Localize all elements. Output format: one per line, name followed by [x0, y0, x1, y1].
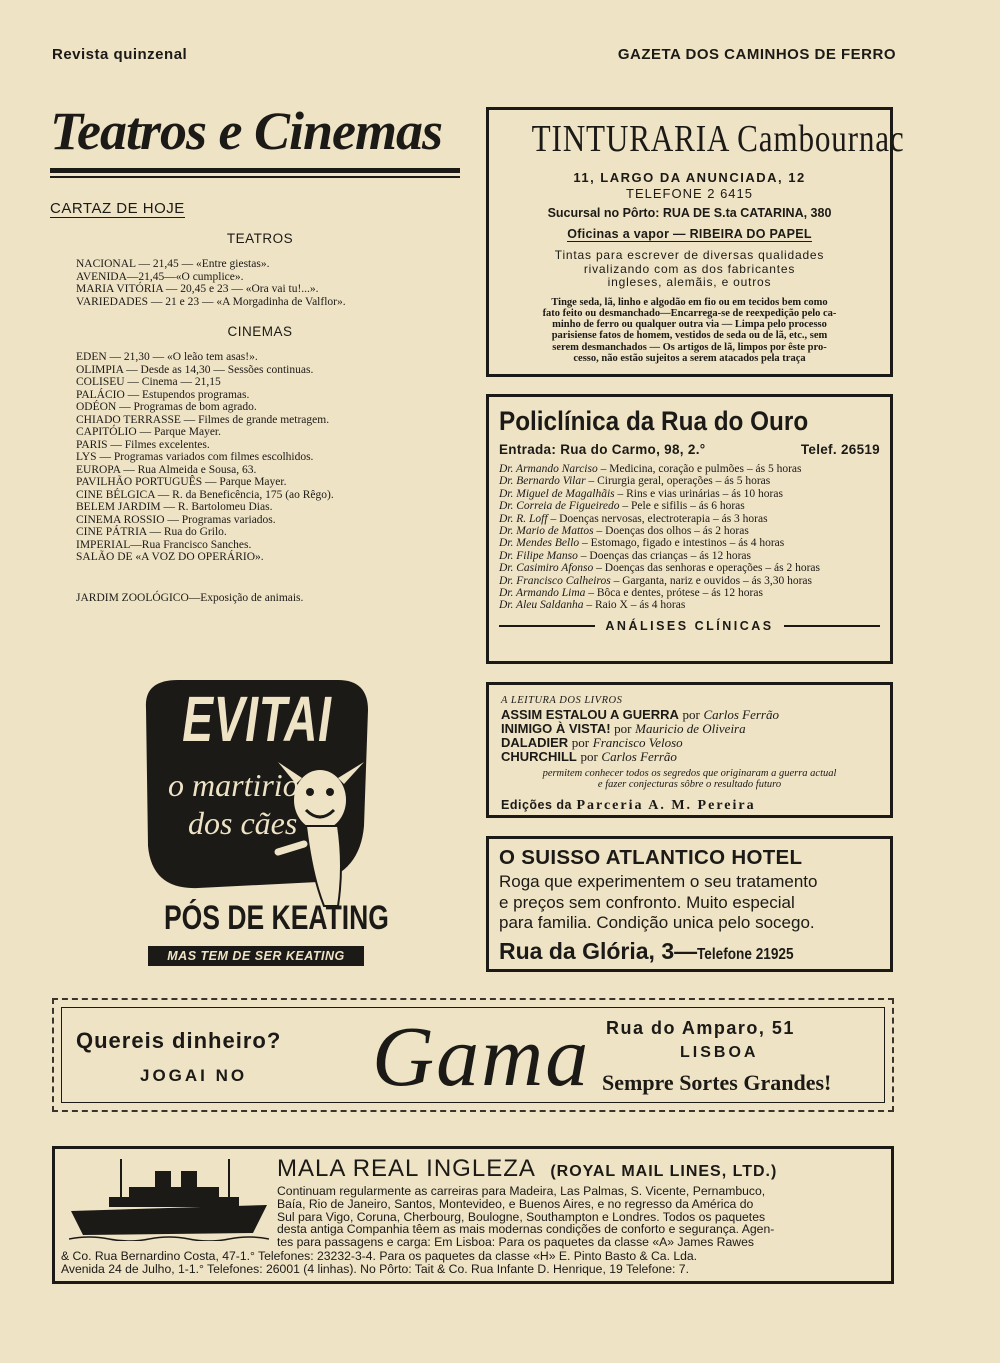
book-por: por — [682, 707, 700, 722]
zoo-item: JARDIM ZOOLÓGICO—Exposição de animais. — [76, 591, 304, 604]
doctor-row — [499, 525, 880, 537]
doctor-row — [499, 562, 880, 574]
hotel-title: O SUISSO ATLANTICO HOTEL — [499, 846, 803, 869]
title-rule-thin — [50, 176, 460, 178]
doctor-row — [499, 575, 880, 587]
book-por: por — [580, 749, 598, 764]
analises-label: ANÁLISES CLÍNICAS — [605, 618, 774, 633]
doctor-name: Dr. Francisco Calheiros — [499, 574, 611, 587]
policlinica-entrada: Entrada: Rua do Carmo, 98, 2.° — [499, 442, 706, 457]
policlinica-footer — [499, 619, 880, 633]
cinema-item: CINEMA ROSSIO — Programas variados. — [76, 513, 276, 526]
keating-tagline: MAS TEM DE SER KEATING — [148, 946, 364, 966]
doctor-specialty: – Cirurgia geral, operações – ás 5 horas — [588, 475, 771, 488]
mala-line: & Co. Rua Bernardino Costa, 47-1.° Telefones: 23232-3-4. Para os paquetes da classe «H» E. Pinto Basto & Ca. Lda. — [61, 1249, 698, 1263]
cinema-item: EUROPA — Rua Almeida e Sousa, 63. — [76, 463, 257, 476]
running-header-right: GAZETA DOS CAMINHOS DE FERRO — [617, 46, 896, 63]
doctor-specialty: – Estomago, figado e intestinos – ás 4 horas — [582, 537, 785, 550]
evitai-line2: dos cães — [188, 805, 298, 841]
gama-left2: JOGAI NO — [140, 1066, 248, 1085]
cinemas-heading: CINEMAS — [227, 324, 293, 339]
doctor-row — [499, 500, 880, 512]
policlinica-title: Policlínica da Rua do Ouro — [499, 406, 809, 436]
cartaz-heading — [50, 200, 460, 217]
book-author: Carlos Ferrão — [703, 707, 779, 722]
running-header-left: Revista quinzenal — [52, 46, 188, 63]
hotel-dash: — — [674, 937, 698, 964]
tinturaria-oficinas — [497, 227, 882, 241]
hotel-address: Rua da Glória, 3 — [499, 937, 675, 964]
tinge-line: minho de ferro ou qualquer outra via — Limpa pelo processo — [552, 319, 827, 331]
book-por: por — [571, 735, 590, 750]
doctor-name: Dr. Armando Lima — [499, 587, 586, 600]
cinema-item: PALÁCIO — Estupendos programas. — [76, 388, 250, 401]
tinge-line: fato feito ou desmanchado—Encarrega-se de reexpedição pelo ca- — [542, 307, 837, 319]
book-title: DALADIER — [501, 735, 569, 750]
doctor-specialty: – Medicina, coração e pulmões – ás 5 horas — [600, 463, 802, 475]
book-por: por — [614, 721, 632, 736]
doctor-row — [499, 599, 880, 611]
hotel-line: Roga que experimentem o seu tratamento — [499, 872, 818, 891]
title-rule-thick — [50, 168, 460, 173]
cinema-item: CAPITÓLIO — Parque Mayer. — [76, 426, 222, 438]
cinema-item: BELEM JARDIM — R. Bartolomeu Dias. — [76, 501, 273, 513]
doctor-name: Dr. Aleu Saldanha — [499, 599, 584, 612]
cinemas-list — [50, 351, 460, 564]
mala-line: tes para passagens e carga: Em Lisboa: Para os paquetes da classe «A» James Rawes — [277, 1235, 754, 1250]
book-author: Carlos Ferrão — [601, 749, 677, 764]
book-row — [501, 708, 878, 722]
gama-left1: Quereis dinheiro? — [76, 1028, 282, 1053]
policlinica-entrada-row — [499, 442, 880, 457]
gama-right3: Sempre Sortes Grandes! — [602, 1070, 832, 1095]
doctor-list — [499, 463, 880, 612]
cinema-item: ODÉON — Programas de bom agrado. — [76, 401, 257, 413]
doctor-row — [499, 513, 880, 525]
teatros-cinemas-section — [50, 100, 460, 660]
book-author: Mauricio de Oliveira — [635, 721, 746, 736]
doctor-row — [499, 463, 880, 475]
tinturaria-phone: TELEFONE 2 6415 — [626, 186, 753, 201]
tinge-line: serem desmanchados — Os artigos de lã, limpos por êste pro- — [552, 341, 827, 353]
cinema-item: OLIMPIA — Desde as 14,30 — Sessões continuas. — [76, 363, 314, 376]
mala-line: desta antiga Companhia têem as mais modernas condições de conforto e segurança. Agen- — [277, 1222, 775, 1237]
policlinica-ad — [486, 394, 893, 664]
parceria-label: Parceria A. M. Pereira — [576, 798, 756, 813]
hotel-phone: Telefone 21925 — [697, 945, 794, 963]
tinturaria-tintas — [497, 249, 882, 290]
tintas-line: rivalizando com as dos fabricantes — [583, 261, 796, 276]
books-list — [501, 708, 878, 764]
teatro-item: VARIEDADES — 21 e 23 — «A Morgadinha de Valflor». — [76, 295, 346, 308]
keating-ad — [138, 676, 389, 972]
teatro-item: AVENIDA—21,45—«O cumplice». — [76, 270, 244, 283]
tinturaria-address: 11, LARGO DA ANUNCIADA, 12 — [573, 170, 806, 185]
teatro-item: NACIONAL — 21,45 — «Entre giestas». — [76, 258, 270, 270]
tinge-line: cesso, não estão sujeitos a serem atacados pela traça — [573, 352, 806, 364]
tintas-line: ingleses, alemãis, e outros — [607, 275, 772, 289]
doctor-name: Dr. Armando Narciso — [499, 463, 598, 475]
tintas-line: Tintas para escrever de diversas qualidades — [554, 248, 825, 262]
book-author: Francisco Veloso — [592, 735, 683, 750]
leitura-ad — [486, 682, 893, 818]
edicoes-label: Edições da — [501, 798, 572, 812]
leitura-note-line: permitem conhecer todos os segredos que originaram a guerra actual — [542, 768, 837, 779]
gama-logo: Gama — [372, 1008, 591, 1104]
mala-title-row — [277, 1155, 777, 1183]
gama-ad — [52, 998, 894, 1112]
cinema-item: PAVILHÃO PORTUGUÊS — Parque Mayer. — [76, 476, 287, 488]
doctor-specialty: – Doenças das crianças – ás 12 horas — [580, 549, 751, 562]
doctor-specialty: – Pele e sifilis – ás 6 horas — [622, 500, 745, 513]
ship-icon — [69, 1157, 269, 1241]
hotel-text — [499, 872, 880, 934]
tinturaria-title: TINTURARIA Cambournac — [531, 118, 905, 160]
teatros-heading: TEATROS — [226, 231, 294, 246]
tinturaria-sucursal: Sucursal no Pôrto: RUA DE S.ta CATARINA, 380 — [547, 206, 832, 220]
mala-subtitle: (ROYAL MAIL LINES, LTD.) — [550, 1163, 778, 1180]
doctor-name: Dr. Miguel de Magalhãis — [499, 487, 615, 500]
evitai-line1: o martirio — [168, 767, 299, 803]
mala-line: Avenida 24 de Julho, 1-1.° Telefones: 26001 (4 linhas). No Pôrto: Tait & Co. Rua Infante D. Henrique, 19 Telefone: 7. — [61, 1261, 689, 1276]
mala-line: Baía, Rio de Janeiro, Santos, Montevideo, e Buenos Aires, e no regresso da América do — [277, 1196, 754, 1211]
doctor-name: Dr. R. Loff — [499, 512, 548, 525]
doctor-name: Dr. Bernardo Vilar — [499, 475, 586, 488]
hotel-line: e preços sem confronto. Muito especial — [499, 892, 795, 912]
tinge-line: Tinge seda, lã, linho e algodão em fio ou em tecidos bem como — [551, 296, 828, 308]
cinema-item: CINE PÁTRIA — Rua do Grilo. — [76, 526, 227, 538]
mala-real-ad — [52, 1146, 894, 1284]
doctor-specialty: – Doenças dos olhos – ás 2 horas — [596, 525, 749, 538]
oficinas-label: Oficinas a vapor — RIBEIRA DO PAPEL — [567, 227, 812, 241]
mala-text-full — [61, 1250, 697, 1276]
mala-text-indented — [277, 1185, 774, 1249]
cinema-item: LYS — Programas variados com filmes escolhidos. — [76, 451, 314, 463]
gama-right1: Rua do Amparo, 51 — [606, 1018, 795, 1038]
cinema-item: CHIADO TERRASSE — Filmes de grande metragem. — [76, 413, 330, 426]
gama-right2: LISBOA — [680, 1044, 759, 1061]
mala-title: MALA REAL INGLEZA — [277, 1155, 536, 1182]
doctor-specialty: – Doenças das senhoras e operações – ás 2 horas — [596, 562, 820, 575]
doctor-specialty: – Doenças nervosas, electroterapia – ás 3 horas — [550, 512, 768, 525]
book-row — [501, 750, 878, 764]
cinema-item: COLISEU — Cinema — 21,15 — [76, 376, 221, 388]
hotel-line: para familia. Condição unica pelo socego. — [499, 913, 815, 932]
book-title: ASSIM ESTALOU A GUERRA — [501, 707, 679, 722]
evitai-title: EVITAI — [182, 683, 332, 755]
footer-rule — [784, 625, 880, 627]
cartaz-label: CARTAZ DE HOJE — [50, 200, 185, 217]
doctor-specialty: – Garganta, nariz e ouvidos – ás 3,30 horas — [613, 574, 813, 587]
keating-brand: PÓS DE KEATING — [163, 899, 389, 937]
doctor-name: Dr. Casimiro Afonso — [499, 562, 594, 575]
section-title: Teatros e Cinemas — [50, 101, 443, 161]
doctor-specialty: – Rins e vias urinárias – ás 10 horas — [617, 487, 783, 500]
mala-line: Sul para Vigo, Coruna, Cherbourg, Boulogne, Southampton e Londres. Todos os paquetes — [277, 1209, 766, 1224]
cinema-item: IMPERIAL—Rua Francisco Sanches. — [76, 538, 252, 551]
doctor-row — [499, 475, 880, 487]
doctor-name: Dr. Mario de Mattos — [499, 525, 594, 538]
teatro-item: MARIA VITÓRIA — 20,45 e 23 — «Ora vai tu!...». — [76, 283, 319, 295]
tinturaria-tinge — [497, 297, 882, 365]
doctor-row — [499, 537, 880, 549]
doctor-name: Dr. Correia de Figueiredo — [499, 500, 620, 513]
leitura-note — [501, 768, 878, 790]
cinema-item: CINE BÉLGICA — R. da Beneficência, 175 (ao Rêgo). — [76, 488, 334, 501]
cinema-item: EDEN — 21,30 — «O leão tem asas!». — [76, 351, 258, 363]
book-row — [501, 736, 878, 750]
book-title: CHURCHILL — [501, 749, 577, 764]
policlinica-telef: Telef. 26519 — [800, 442, 880, 457]
doctor-name: Dr. Mendes Bello — [499, 537, 580, 550]
leitura-heading: A LEITURA DOS LIVROS — [501, 695, 623, 706]
tinturaria-ad — [486, 107, 905, 377]
teatros-list — [50, 258, 460, 308]
book-title: INIMIGO À VISTA! — [501, 721, 611, 736]
doctor-row — [499, 587, 880, 599]
leitura-edicoes — [501, 796, 878, 814]
tinge-line: parisiense fatos de homem, vestidos de seda ou de lã, etc., sem — [551, 330, 828, 342]
mala-line: Continuam regularmente as carreiras para Madeira, Las Palmas, S. Vicente, Pernambuco, — [277, 1184, 766, 1198]
hotel-ad — [486, 836, 893, 972]
cinema-item: PARIS — Filmes excelentes. — [76, 438, 210, 451]
hotel-address-row — [499, 938, 880, 965]
doctor-specialty: – Raio X – ás 4 horas — [586, 599, 686, 612]
footer-rule — [499, 625, 595, 627]
cinema-item: SALÃO DE «A VOZ DO OPERÁRIO». — [76, 551, 264, 563]
doctor-row — [499, 488, 880, 500]
book-row — [501, 722, 878, 736]
leitura-note-line: e fazer conjecturas sôbre o resultado futuro — [597, 779, 782, 790]
doctor-row — [499, 550, 880, 562]
doctor-name: Dr. Filipe Manso — [499, 549, 578, 562]
doctor-specialty: – Bôca e dentes, prótese – ás 12 horas — [588, 587, 763, 600]
